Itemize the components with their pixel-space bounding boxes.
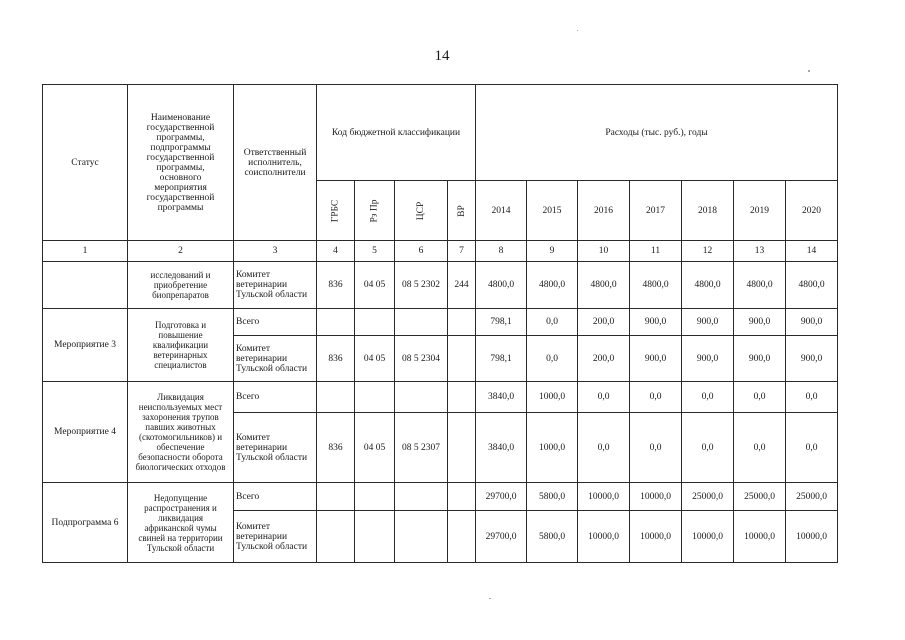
program-name-cell: Ликвидация неиспользуемых мест захоронения трупов павших животных (скотомогильников) и обеспечение безопасности оборота биологических отходов [128, 382, 234, 483]
vr-cell [448, 382, 476, 413]
header-year: 2015 [527, 181, 578, 241]
vr-cell [448, 511, 476, 563]
grbs-cell: 836 [317, 336, 355, 382]
expense-value-cell: 900,0 [682, 309, 734, 336]
rzpr-cell: 04 05 [355, 262, 395, 309]
expense-value-cell: 0,0 [682, 382, 734, 413]
expense-value-cell: 0,0 [630, 382, 682, 413]
executor-cell: Комитет ветеринарии Тульской области [234, 336, 317, 382]
vr-cell [448, 483, 476, 511]
expense-value-cell: 900,0 [630, 309, 682, 336]
expense-value-cell: 5800,0 [527, 483, 578, 511]
rzpr-cell: 04 05 [355, 336, 395, 382]
csr-cell [395, 382, 448, 413]
header-code-label: ЦСР [415, 201, 426, 220]
budget-table [42, 84, 838, 563]
column-number: 4 [317, 241, 355, 262]
header-budget-code: Код бюджетной классификации [317, 85, 476, 181]
table-row [43, 483, 838, 511]
expense-value-cell: 29700,0 [476, 511, 527, 563]
expense-value-cell: 1000,0 [527, 413, 578, 483]
table-row [43, 382, 838, 413]
table-row [43, 262, 838, 309]
column-number-row [43, 241, 838, 262]
grbs-cell [317, 382, 355, 413]
program-name-cell: Подготовка и повышение квалификации ветеринарных специалистов [128, 309, 234, 382]
expense-value-cell: 0,0 [682, 413, 734, 483]
program-name-cell: исследований и приобретение биопрепаратов [128, 262, 234, 309]
expense-value-cell: 4800,0 [527, 262, 578, 309]
executor-cell: Всего [234, 309, 317, 336]
expense-value-cell: 10000,0 [578, 483, 630, 511]
header-year: 2019 [734, 181, 786, 241]
expense-value-cell: 900,0 [786, 309, 838, 336]
expense-value-cell: 25000,0 [682, 483, 734, 511]
column-number: 3 [234, 241, 317, 262]
header-code-label: ГРБС [330, 199, 341, 222]
expense-value-cell: 798,1 [476, 336, 527, 382]
header-executor: Ответственный исполнитель, соисполнители [234, 85, 317, 241]
rzpr-cell [355, 511, 395, 563]
vr-cell [448, 336, 476, 382]
expense-value-cell: 900,0 [786, 336, 838, 382]
expense-value-cell: 1000,0 [527, 382, 578, 413]
grbs-cell: 836 [317, 413, 355, 483]
expense-value-cell: 3840,0 [476, 413, 527, 483]
expense-value-cell: 200,0 [578, 336, 630, 382]
status-cell: Подпрограмма 6 [43, 483, 128, 563]
executor-cell: Всего [234, 382, 317, 413]
expense-value-cell: 4800,0 [476, 262, 527, 309]
header-year: 2016 [578, 181, 630, 241]
executor-cell: Комитет ветеринарии Тульской области [234, 262, 317, 309]
header-code-1 [317, 181, 355, 241]
page-number: 14 [434, 48, 450, 64]
expense-value-cell: 10000,0 [630, 511, 682, 563]
status-cell [43, 262, 128, 309]
column-number: 12 [682, 241, 734, 262]
status-cell: Мероприятие 3 [43, 309, 128, 382]
expense-value-cell: 5800,0 [527, 511, 578, 563]
scan-speck [808, 70, 810, 72]
executor-cell: Комитет ветеринарии Тульской области [234, 413, 317, 483]
expense-value-cell: 0,0 [734, 413, 786, 483]
table-row [43, 309, 838, 336]
expense-value-cell: 3840,0 [476, 382, 527, 413]
column-number: 2 [128, 241, 234, 262]
column-number: 14 [786, 241, 838, 262]
expense-value-cell: 0,0 [786, 413, 838, 483]
column-number: 6 [395, 241, 448, 262]
grbs-cell [317, 309, 355, 336]
csr-cell: 08 5 2307 [395, 413, 448, 483]
expense-value-cell: 10000,0 [630, 483, 682, 511]
scan-speck [577, 30, 578, 31]
csr-cell [395, 309, 448, 336]
csr-cell: 08 5 2304 [395, 336, 448, 382]
header-code-4 [448, 181, 476, 241]
expense-value-cell: 4800,0 [630, 262, 682, 309]
csr-cell: 08 5 2302 [395, 262, 448, 309]
expense-value-cell: 10000,0 [734, 511, 786, 563]
column-number: 10 [578, 241, 630, 262]
rzpr-cell [355, 309, 395, 336]
expense-value-cell: 900,0 [682, 336, 734, 382]
header-status: Статус [43, 85, 128, 241]
header-expenses: Расходы (тыс. руб.), годы [476, 85, 838, 181]
expense-value-cell: 900,0 [734, 309, 786, 336]
column-number: 7 [448, 241, 476, 262]
expense-value-cell: 4800,0 [578, 262, 630, 309]
expense-value-cell: 25000,0 [734, 483, 786, 511]
header-year: 2020 [786, 181, 838, 241]
header-year: 2018 [682, 181, 734, 241]
grbs-cell [317, 483, 355, 511]
vr-cell [448, 413, 476, 483]
csr-cell [395, 483, 448, 511]
column-number: 9 [527, 241, 578, 262]
program-name-cell: Недопущение распространения и ликвидация африканской чумы свиней на территории Тульской области [128, 483, 234, 563]
grbs-cell [317, 511, 355, 563]
column-number: 13 [734, 241, 786, 262]
header-code-2 [355, 181, 395, 241]
expense-value-cell: 4800,0 [682, 262, 734, 309]
expense-value-cell: 29700,0 [476, 483, 527, 511]
expense-value-cell: 0,0 [578, 382, 630, 413]
expense-value-cell: 0,0 [786, 382, 838, 413]
header-code-label: ВР [456, 204, 467, 217]
executor-cell: Комитет ветеринарии Тульской области [234, 511, 317, 563]
expense-value-cell: 25000,0 [786, 483, 838, 511]
header-name: Наименование государственной программы, подпрограммы государственной программы, основного мероприятия государственной программы [128, 85, 234, 241]
header-code-3 [395, 181, 448, 241]
column-number: 1 [43, 241, 128, 262]
expense-value-cell: 900,0 [734, 336, 786, 382]
expense-value-cell: 798,1 [476, 309, 527, 336]
status-cell: Мероприятие 4 [43, 382, 128, 483]
csr-cell [395, 511, 448, 563]
rzpr-cell [355, 483, 395, 511]
expense-value-cell: 4800,0 [734, 262, 786, 309]
expense-value-cell: 0,0 [527, 336, 578, 382]
vr-cell [448, 309, 476, 336]
expense-value-cell: 4800,0 [786, 262, 838, 309]
header-year: 2014 [476, 181, 527, 241]
column-number: 8 [476, 241, 527, 262]
scan-speck [489, 598, 491, 599]
header-year: 2017 [630, 181, 682, 241]
grbs-cell: 836 [317, 262, 355, 309]
expense-value-cell: 10000,0 [682, 511, 734, 563]
vr-cell: 244 [448, 262, 476, 309]
column-number: 5 [355, 241, 395, 262]
expense-value-cell: 0,0 [578, 413, 630, 483]
header-row [43, 85, 838, 181]
expense-value-cell: 0,0 [630, 413, 682, 483]
executor-cell: Всего [234, 483, 317, 511]
header-code-label: Рз Пр [369, 198, 380, 223]
expense-value-cell: 0,0 [734, 382, 786, 413]
expense-value-cell: 200,0 [578, 309, 630, 336]
rzpr-cell [355, 382, 395, 413]
rzpr-cell: 04 05 [355, 413, 395, 483]
expense-value-cell: 0,0 [527, 309, 578, 336]
column-number: 11 [630, 241, 682, 262]
expense-value-cell: 900,0 [630, 336, 682, 382]
expense-value-cell: 10000,0 [786, 511, 838, 563]
expense-value-cell: 10000,0 [578, 511, 630, 563]
